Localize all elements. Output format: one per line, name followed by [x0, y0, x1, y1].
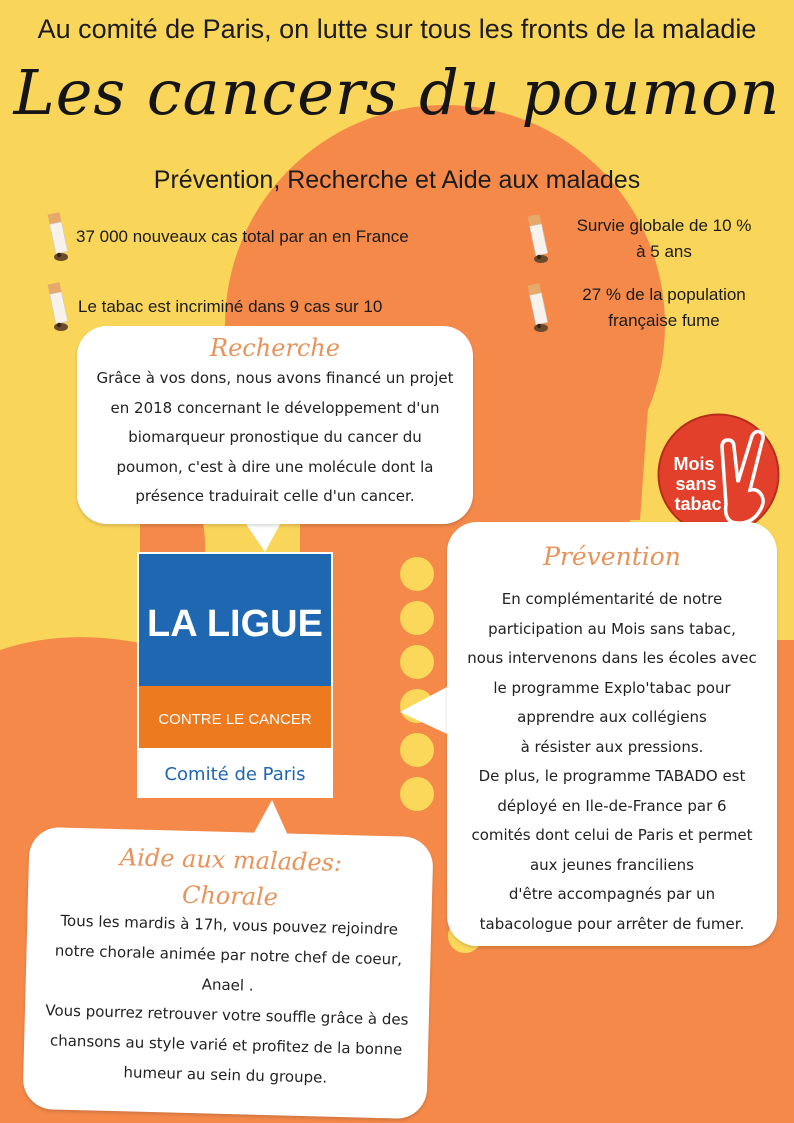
- text-line: humeur au sein du groupe.: [123, 1063, 328, 1087]
- text-line: comités dont celui de Paris et permet: [471, 826, 753, 844]
- cigarette-icon: [524, 281, 550, 335]
- badge-line3: tabac: [674, 494, 722, 514]
- text-line: poumon, c'est à dire une molécule dont la: [116, 457, 434, 476]
- text-line: tabacologue pour arrêter de fumer.: [479, 914, 745, 933]
- victory-hand-icon: [656, 412, 781, 537]
- badge-line2: sans: [675, 474, 717, 494]
- text-line: d'être accompagnés par un: [508, 885, 716, 903]
- cigarette-icon: [524, 212, 550, 266]
- text-line: Tous les mardis à 17h, vous pouvez rejoindre: [60, 911, 399, 939]
- text-line: biomarqueur pronostique du cancer du: [128, 428, 422, 446]
- stat-text: Le tabac est incriminé dans 9 cas sur 10: [78, 296, 383, 316]
- text-line: présence traduirait celle d'un cancer.: [135, 487, 415, 505]
- logo-line2: CONTRE LE CANCER: [158, 711, 312, 728]
- stat-survival: [524, 212, 764, 266]
- text-line: Vous pourrez retrouver votre souffle grâce à des: [45, 1001, 409, 1029]
- stat-text: 37 000 nouveaux cas total par an en France: [76, 226, 409, 246]
- text-line: notre chorale animée par notre chef de coeur,: [54, 941, 403, 969]
- stat-population: [524, 281, 764, 335]
- text-line: Anael .: [201, 975, 254, 995]
- page-title: Les cancers du poumon: [13, 56, 781, 129]
- text-line: nous intervenons dans les écoles avec: [467, 649, 757, 667]
- prevention-text: [447, 585, 777, 939]
- text-line: De plus, le programme TABADO est: [478, 767, 746, 785]
- stat-line: à 5 ans: [636, 242, 692, 261]
- research-heading: Recherche: [210, 334, 340, 362]
- text-line: apprendre aux collégiens: [517, 708, 707, 726]
- stat-line: Survie globale de 10 %: [576, 215, 752, 235]
- badge-line1: Mois: [673, 454, 715, 474]
- la-ligue-logo: [137, 552, 333, 798]
- choir-text: [23, 905, 432, 1096]
- prevention-bubble: [447, 522, 777, 946]
- page-subtitle: Prévention, Recherche et Aide aux malades: [153, 166, 641, 194]
- text-line: chansons au style varié et profitez de la bonne: [49, 1031, 403, 1059]
- patient-support-heading: Aide aux malades:: [119, 843, 343, 877]
- stat-new-cases: [44, 210, 409, 264]
- logo-line3: Comité de Paris: [164, 764, 306, 785]
- text-line: à résister aux pressions.: [520, 737, 704, 756]
- prevention-heading: Prévention: [543, 542, 681, 571]
- text-line: En complémentarité de notre: [501, 590, 723, 608]
- choir-heading: Chorale: [181, 880, 279, 912]
- text-line: le programme Explo'tabac pour: [493, 678, 731, 697]
- cigarette-icon: [44, 280, 70, 334]
- mois-sans-tabac-badge: [656, 412, 781, 537]
- text-line: aux jeunes franciliens: [529, 855, 694, 874]
- text-line: déployé en Ile-de-France par 6: [497, 796, 727, 815]
- patient-support-bubble: [22, 827, 433, 1119]
- cigarette-icon: [44, 210, 70, 264]
- text-line: Grâce à vos dons, nous avons financé un projet: [96, 369, 454, 387]
- text-line: participation au Mois sans tabac,: [488, 619, 736, 638]
- stat-line: française fume: [608, 311, 720, 330]
- research-bubble: [77, 326, 473, 524]
- research-text: [77, 364, 473, 512]
- text-line: en 2018 concernant le développement d'un: [110, 398, 440, 417]
- logo-line1: LA LIGUE: [147, 603, 323, 645]
- la-ligue-logo-graphic: [137, 552, 333, 798]
- stat-line: 27 % de la population: [582, 284, 746, 304]
- page-topline: Au comité de Paris, on lutte sur tous les fronts de la maladie: [37, 14, 757, 44]
